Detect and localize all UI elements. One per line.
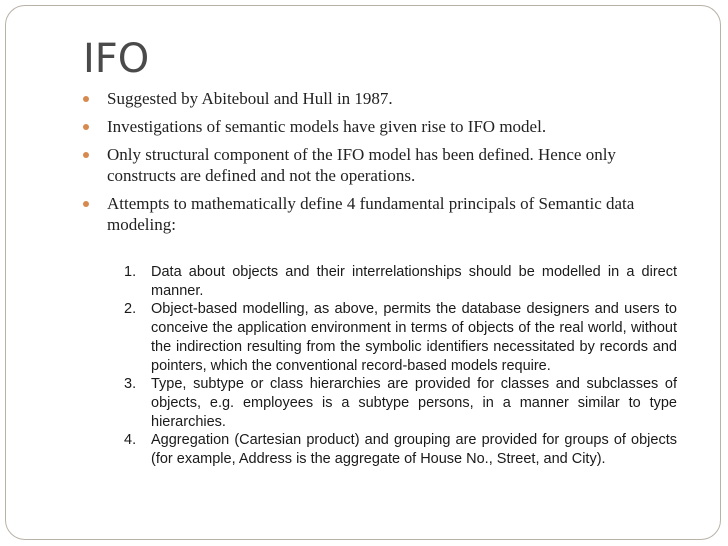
principle-item [124, 300, 677, 375]
bullet-dot-icon [83, 201, 89, 207]
principle-text: Object-based modelling, as above, permits the database designers and users to conceive the application environment in terms of objects of the real world, without the indirection resulting from the symbolic identifiers necessitated by records and pointers, which the conventional record-based models require. [151, 301, 677, 374]
bullet-item [82, 193, 682, 235]
principle-item [124, 431, 677, 468]
principle-item [124, 263, 677, 300]
bullet-list [82, 88, 682, 242]
bullet-text: Suggested by Abiteboul and Hull in 1987. [107, 89, 393, 108]
slide-frame [5, 5, 721, 540]
principle-text: Data about objects and their interrelationships should be modelled in a direct manner. [151, 264, 677, 299]
bullet-text: Attempts to mathematically define 4 fundamental principals of Semantic data modeling: [107, 194, 635, 234]
principle-item [124, 375, 677, 431]
principles-list [124, 263, 677, 469]
bullet-text: Investigations of semantic models have given rise to IFO model. [107, 117, 547, 136]
slide-title: IFO [83, 36, 150, 82]
bullet-dot-icon [83, 96, 89, 102]
bullet-item [82, 144, 682, 186]
bullet-text: Only structural component of the IFO model has been defined. Hence only constructs are defined and not the operations. [107, 145, 616, 185]
principle-number: 4. [124, 432, 137, 449]
bullet-dot-icon [83, 124, 89, 130]
principle-number: 3. [124, 376, 137, 393]
principle-number: 2. [124, 301, 137, 318]
principle-number: 1. [124, 264, 137, 280]
bullet-dot-icon [83, 152, 89, 158]
bullet-item [82, 88, 682, 109]
bullet-item [82, 116, 682, 137]
principle-text: Type, subtype or class hierarchies are provided for classes and subclasses of objects, e.g. employees is a subtype persons, in a manner similar to type hierarchies. [151, 376, 677, 430]
principle-text: Aggregation (Cartesian product) and grouping are provided for groups of objects (for example, Address is the aggregate of House No., Street, and City). [151, 432, 677, 468]
